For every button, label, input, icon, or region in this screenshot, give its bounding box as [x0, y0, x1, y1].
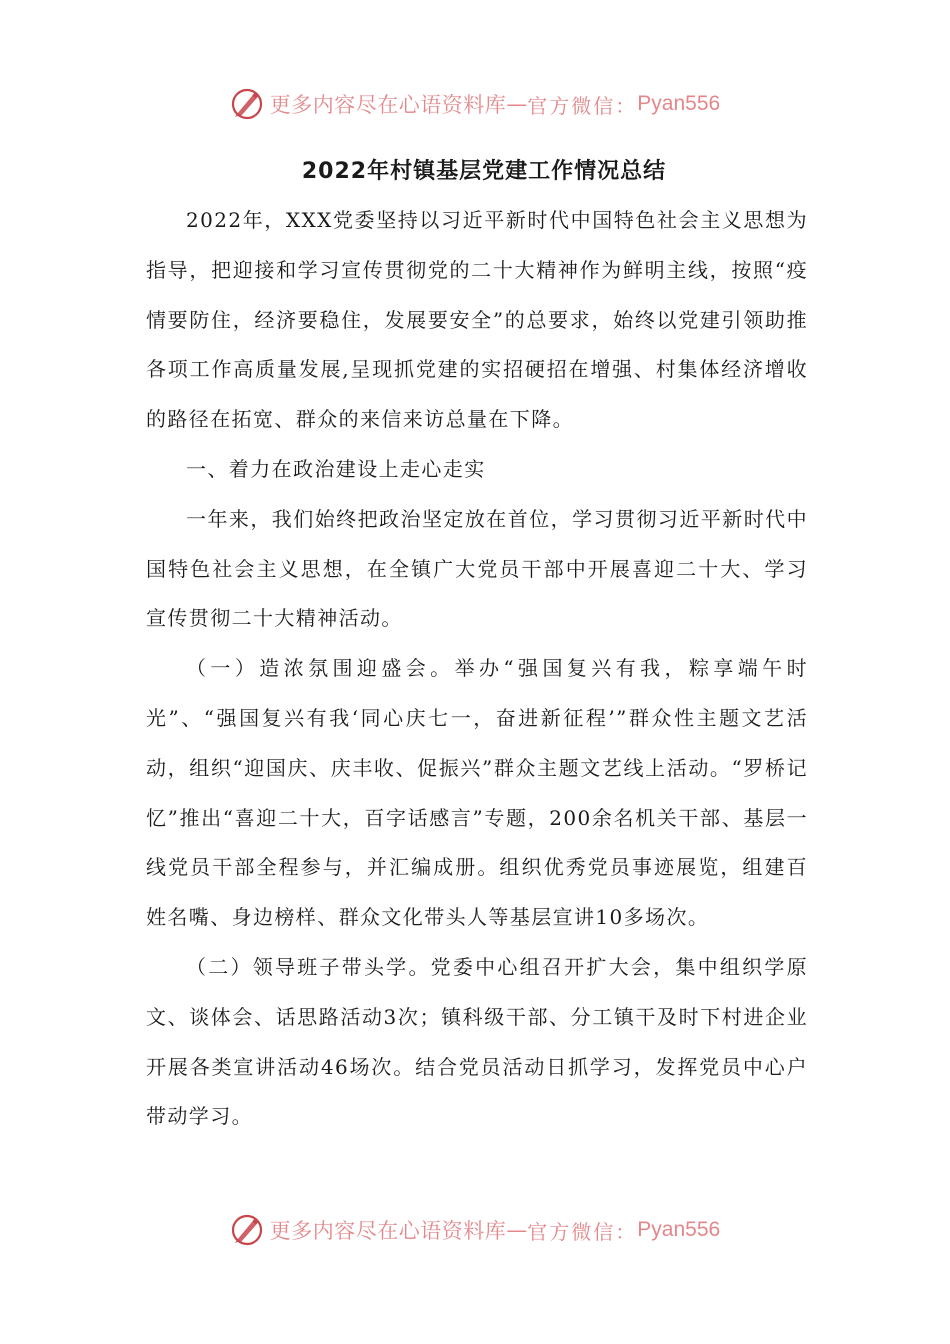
paragraph-intro: 2022年，XXX党委坚持以习近平新时代中国特色社会主义思想为指导，把迎接和学习宣传贯彻党的二十大精神作为鲜明主线，按照“疫情要防住，经济要稳住，发展要安全”的总要求，始终以党建引领助推各项工作高质量发展,呈现抓党建的实招硬招在增强、村集体经济增收的路径在拓宽、群众的来信来访总量在下降。 [146, 208, 808, 432]
section-heading-1: 一、着力在政治建设上走心走实 [186, 456, 486, 481]
watermark-footer [0, 1208, 950, 1252]
pen-logo-icon [230, 87, 264, 121]
watermark-dash: — [506, 1218, 528, 1242]
paragraph-subsection-1: （一）造浓氛围迎盛会。举办“强国复兴有我，粽享端午时光”、“强国复兴有我‘同心庆七一，奋进新征程’”群众性主题文艺活动，组织“迎国庆、庆丰收、促振兴”群众主题文艺线上活动。“罗桥记忆”推出“喜迎二十大，百字话感言”专题，200余名机关干部、基层一线党员干部全程参与，并汇编成册。组织优秀党员事迹展览，组建百姓名嘴、身边榜样、群众文化带头人等基层宣讲10多场次。 [146, 656, 808, 930]
watermark-text: 更多内容尽在心语资料库 [269, 1219, 507, 1243]
watermark-label: 官方微信： [527, 1219, 638, 1244]
pen-logo-icon [230, 1213, 264, 1247]
watermark-label: 官方微信： [527, 93, 638, 118]
watermark-dash: — [506, 92, 528, 116]
paragraph-section-1: 一年来，我们始终把政治坚定放在首位，学习贯彻习近平新时代中国特色社会主义思想，在全镇广大党员干部中开展喜迎二十大、学习宣传贯彻二十大精神活动。 [146, 506, 808, 631]
document-body [146, 148, 808, 1142]
watermark-wechat-id: Pyan556 [637, 1218, 721, 1241]
watermark-header [0, 82, 950, 126]
watermark-text: 更多内容尽在心语资料库 [269, 93, 507, 117]
document-title: 2022年村镇基层党建工作情况总结 [301, 159, 667, 184]
watermark-wechat-id: Pyan556 [637, 92, 721, 115]
paragraph-subsection-2: （二）领导班子带头学。党委中心组召开扩大会，集中组织学原文、谈体会、话思路活动3次；镇科级干部、分工镇干及时下村进企业开展各类宣讲活动46场次。结合党员活动日抓学习，发挥党员中心户带动学习。 [146, 954, 808, 1129]
